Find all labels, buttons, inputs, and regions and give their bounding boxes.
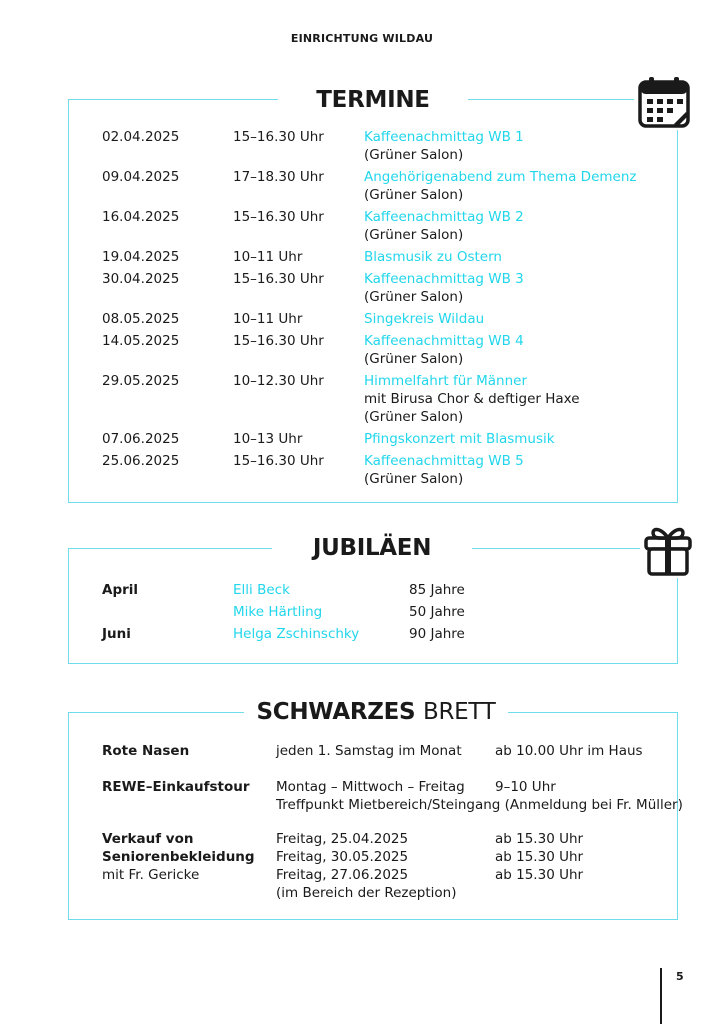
event-time: 10–12.30 Uhr xyxy=(233,373,324,389)
jubilaeum-name: Helga Zschinschky xyxy=(233,626,360,642)
jubilaeum-row xyxy=(0,581,724,599)
verkauf-note: (im Bereich der Rezeption) xyxy=(276,885,457,901)
rote-nasen-label: Rote Nasen xyxy=(102,743,190,759)
event-row xyxy=(0,270,724,288)
event-row xyxy=(0,310,724,328)
event-title: Pfingskonzert mit Blasmusik xyxy=(364,431,555,447)
event-title: Kaffeenachmittag WB 3 xyxy=(364,271,524,287)
event-row xyxy=(0,208,724,226)
event-row xyxy=(0,372,724,390)
event-row xyxy=(0,168,724,186)
jubilaeum-age: 50 Jahre xyxy=(409,604,465,620)
event-date: 16.04.2025 xyxy=(102,209,180,225)
event-date: 25.06.2025 xyxy=(102,453,180,469)
jubilaeum-row xyxy=(0,603,724,621)
event-detail: (Grüner Salon) xyxy=(364,351,464,367)
event-time: 15–16.30 Uhr xyxy=(233,209,324,225)
jubilaeum-row xyxy=(0,625,724,643)
event-time: 17–18.30 Uhr xyxy=(233,169,324,185)
jubilaeum-month: Juni xyxy=(102,626,131,642)
event-row xyxy=(0,248,724,266)
jubilaeum-age: 85 Jahre xyxy=(409,582,465,598)
event-date: 02.04.2025 xyxy=(102,129,180,145)
event-time: 15–16.30 Uhr xyxy=(233,129,324,145)
brett-title-bold: SCHWARZES xyxy=(256,699,416,725)
rote-nasen-time: ab 10.00 Uhr im Haus xyxy=(495,743,643,759)
page-divider xyxy=(660,968,662,1024)
event-detail: (Grüner Salon) xyxy=(364,187,464,203)
event-date: 14.05.2025 xyxy=(102,333,180,349)
event-row xyxy=(0,452,724,470)
rewe-note: Treffpunkt Mietbereich/Steingang (Anmeldung bei Fr. Müller) xyxy=(276,797,683,813)
verkauf-row-3 xyxy=(0,866,724,884)
verkauf-time-3: ab 15.30 Uhr xyxy=(495,867,584,883)
event-detail: (Grüner Salon) xyxy=(364,471,464,487)
event-detail: (Grüner Salon) xyxy=(364,227,464,243)
page-header: EINRICHTUNG WILDAU xyxy=(290,32,434,45)
event-date: 30.04.2025 xyxy=(102,271,180,287)
event-title: Kaffeenachmittag WB 2 xyxy=(364,209,524,225)
rote-nasen-when: jeden 1. Samstag im Monat xyxy=(276,743,462,759)
termine-title: TERMINE xyxy=(278,84,468,116)
rote-nasen-row xyxy=(0,742,724,760)
event-row xyxy=(0,430,724,448)
verkauf-row-2 xyxy=(0,848,724,866)
event-detail: (Grüner Salon) xyxy=(364,409,464,425)
verkauf-row-1 xyxy=(0,830,724,848)
event-date: 09.04.2025 xyxy=(102,169,180,185)
jubilaeen-title: JUBILÄEN xyxy=(272,532,472,564)
gift-icon xyxy=(640,522,696,578)
rewe-when: Montag – Mittwoch – Freitag xyxy=(276,779,465,795)
brett-title xyxy=(244,696,508,728)
verkauf-label-3: mit Fr. Gericke xyxy=(102,867,200,883)
verkauf-date-3: Freitag, 27.06.2025 xyxy=(276,867,409,883)
event-time: 10–11 Uhr xyxy=(233,311,303,327)
event-date: 07.06.2025 xyxy=(102,431,180,447)
event-title: Kaffeenachmittag WB 5 xyxy=(364,453,524,469)
jubilaeum-age: 90 Jahre xyxy=(409,626,465,642)
event-time: 15–16.30 Uhr xyxy=(233,453,324,469)
verkauf-date-1: Freitag, 25.04.2025 xyxy=(276,831,409,847)
jubilaeum-name: Elli Beck xyxy=(233,582,290,598)
event-detail: mit Birusa Chor & deftiger Haxe xyxy=(364,391,580,407)
event-title: Kaffeenachmittag WB 4 xyxy=(364,333,524,349)
verkauf-label-1: Verkauf von xyxy=(102,831,194,847)
event-title: Kaffeenachmittag WB 1 xyxy=(364,129,524,145)
event-row xyxy=(0,128,724,146)
event-time: 10–13 Uhr xyxy=(233,431,303,447)
rewe-label: REWE–Einkaufstour xyxy=(102,779,250,795)
jubilaeum-name: Mike Härtling xyxy=(233,604,323,620)
event-date: 19.04.2025 xyxy=(102,249,180,265)
rewe-row xyxy=(0,778,724,796)
rewe-time: 9–10 Uhr xyxy=(495,779,556,795)
event-row xyxy=(0,332,724,350)
event-title: Singekreis Wildau xyxy=(364,311,485,327)
event-time: 15–16.30 Uhr xyxy=(233,333,324,349)
event-title: Angehörigenabend zum Thema Demenz xyxy=(364,169,637,185)
event-title: Himmelfahrt für Männer xyxy=(364,373,528,389)
event-date: 29.05.2025 xyxy=(102,373,180,389)
event-detail: (Grüner Salon) xyxy=(364,289,464,305)
verkauf-label-2: Seniorenbekleidung xyxy=(102,849,255,865)
event-detail: (Grüner Salon) xyxy=(364,147,464,163)
event-title: Blasmusik zu Ostern xyxy=(364,249,502,265)
jubilaeum-month: April xyxy=(102,582,139,598)
event-date: 08.05.2025 xyxy=(102,311,180,327)
page-number: 5 xyxy=(676,970,684,983)
brett-title-light: BRETT xyxy=(423,699,496,725)
event-time: 10–11 Uhr xyxy=(233,249,303,265)
verkauf-date-2: Freitag, 30.05.2025 xyxy=(276,849,409,865)
calendar-icon xyxy=(634,74,694,130)
verkauf-time-2: ab 15.30 Uhr xyxy=(495,849,584,865)
event-time: 15–16.30 Uhr xyxy=(233,271,324,287)
verkauf-time-1: ab 15.30 Uhr xyxy=(495,831,584,847)
